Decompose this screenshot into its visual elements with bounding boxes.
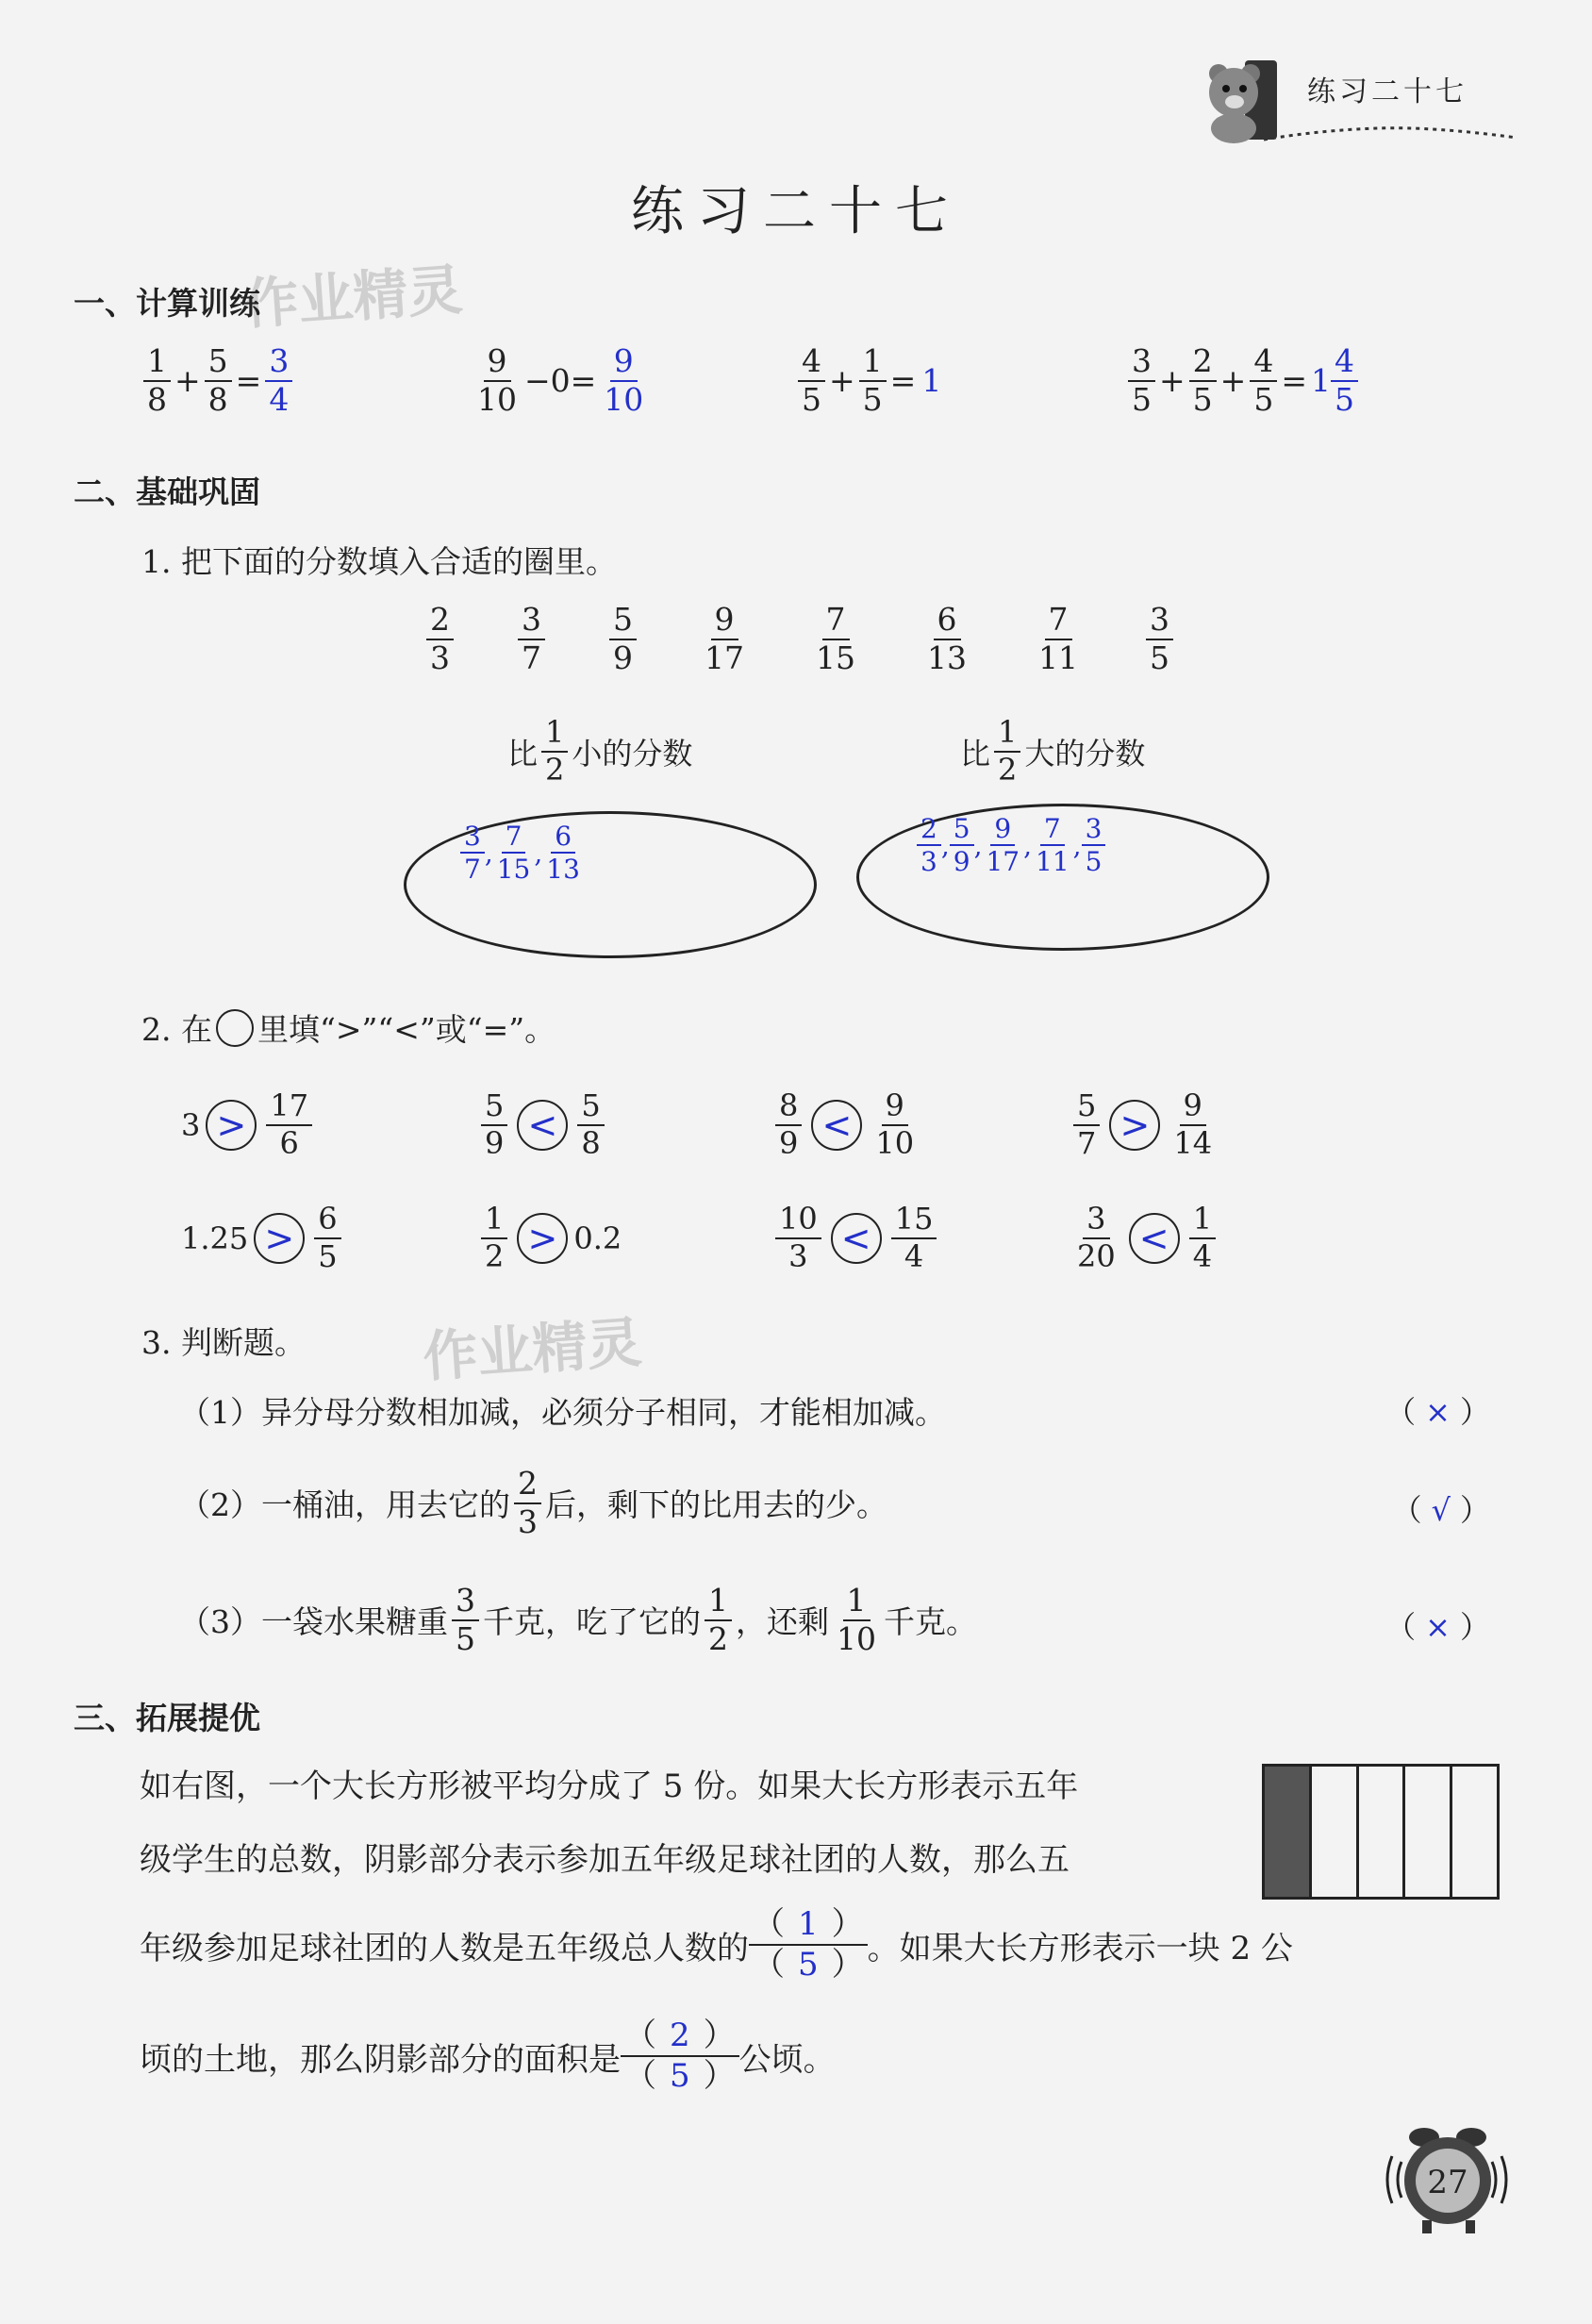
- compare-item: 3 > $\frac{17}{6}$: [181, 1090, 316, 1159]
- compare-item: $\frac{5}{7}$ > $\frac{9}{14}$: [1070, 1090, 1219, 1159]
- answer-fraction: （ 2 ） （ 5 ）: [621, 2018, 739, 2095]
- less-than-half-label: 比 $\frac{1}{2}$ 小的分数: [507, 714, 693, 788]
- blank-circle-icon: [216, 1009, 254, 1047]
- compare-item: $\frac{5}{9}$ < $\frac{5}{8}$: [477, 1090, 608, 1159]
- calc-expr-3: $\frac{4}{5}$ + $\frac{1}{5}$ = 1: [794, 345, 941, 416]
- answer: 1: [1310, 362, 1331, 400]
- judge-answer: （ √ ）: [1391, 1492, 1490, 1528]
- rect-part-shaded: [1265, 1767, 1312, 1897]
- rect-part: [1452, 1767, 1497, 1897]
- question-prompt: 2. 在 里填“>”“<”或“=”。: [141, 1005, 556, 1050]
- judge-statement: （2）一桶油，用去它的 $\frac{2}{3}$ 后，剩下的比用去的少。: [179, 1465, 887, 1540]
- answer: 1: [921, 362, 942, 400]
- compare-item: $\frac{3}{20}$ < $\frac{1}{4}$: [1070, 1204, 1219, 1272]
- header-label: 练习二十七: [1307, 75, 1468, 108]
- greater-than-half-label: 比 $\frac{1}{2}$ 大的分数: [960, 714, 1146, 788]
- divided-rectangle: [1262, 1764, 1500, 1900]
- section-heading: 二、基础巩固: [74, 473, 260, 510]
- calc-expr-2: $\frac{9}{10}$ −0= $\frac{9}{10}$: [470, 345, 651, 416]
- section-heading: 三、拓展提优: [74, 1700, 260, 1736]
- page-title: 练习二十七: [631, 181, 961, 242]
- question-prompt: 3. 判断题。: [141, 1324, 306, 1361]
- watermark: 作业精灵: [241, 257, 465, 337]
- watermark: 作业精灵: [421, 1309, 644, 1389]
- calc-expr-4: $\frac{3}{5}$ + $\frac{2}{5}$ + $\frac{4}{5}$ = 1 $\frac{4}{5}$: [1124, 345, 1362, 416]
- rect-part: [1359, 1767, 1406, 1897]
- page-number: 27: [1427, 2164, 1468, 2201]
- answer-fraction: （ 1 ） （ 5 ）: [749, 1907, 868, 1984]
- judge-answer: （ × ）: [1385, 1609, 1490, 1645]
- paragraph-line: 如右图，一个大长方形被平均分成了 5 份。如果大长方形表示五年: [140, 1768, 1079, 1805]
- answer: $\frac{9}{10}$: [604, 342, 644, 418]
- more-answers: $\frac{2}{3}$ , $\frac{5}{9}$ , $\frac{9}{17}$ , $\frac{7}{11}$ , $\frac{3}{5}$: [917, 815, 1105, 876]
- section-heading: 一、计算训练: [74, 285, 260, 322]
- judge-answer: （ × ）: [1385, 1394, 1490, 1430]
- header-dotted-line: [1264, 111, 1518, 149]
- paragraph-line: 级学生的总数，阴影部分表示参加五年级足球社团的人数，那么五: [140, 1841, 1070, 1879]
- answer: $\frac{3}{4}$: [265, 345, 292, 416]
- fraction-list: $\frac{2}{3}$ $\frac{3}{7}$ $\frac{5}{9}$ $\frac{9}{17}$ $\frac{7}{15}$ $\frac{6}{13}$ $\frac{7}{11}$ $\frac{3}{5}$: [423, 604, 1177, 674]
- rect-part: [1405, 1767, 1452, 1897]
- compare-item: $\frac{8}{9}$ < $\frac{9}{10}$: [771, 1090, 921, 1159]
- judge-statement: （3）一袋水果糖重 $\frac{3}{5}$ 千克，吃了它的 $\frac{1}{2}$ ，还剩 $\frac{1}{10}$ 千克。: [179, 1582, 977, 1657]
- paragraph-line: 顷的土地，那么阴影部分的面积是 （ 2 ） （ 5 ） 公顷。: [140, 2017, 836, 2096]
- compare-item: 1.25 > $\frac{6}{5}$: [181, 1204, 345, 1272]
- answer: $\frac{4}{5}$: [1331, 345, 1358, 416]
- compare-item: $\frac{10}{3}$ < $\frac{15}{4}$: [771, 1204, 940, 1272]
- rect-part: [1312, 1767, 1359, 1897]
- judge-statement: （1）异分母分数相加减，必须分子相同，才能相加减。: [179, 1394, 946, 1431]
- compare-item: $\frac{1}{2}$ > 0.2: [477, 1204, 622, 1272]
- paragraph-line: 年级参加足球社团的人数是五年级总人数的 （ 1 ） （ 5 ） 。如果大长方形表示一块 2 公: [140, 1905, 1293, 1984]
- calc-expr-1: $\frac{1}{8}$ + $\frac{5}{8}$ = $\frac{3}{4}$: [140, 345, 296, 416]
- question-prompt: 1. 把下面的分数填入合适的圈里。: [141, 543, 617, 580]
- less-answers: $\frac{3}{7}$ , $\frac{7}{15}$ , $\frac{6}{13}$: [460, 822, 584, 884]
